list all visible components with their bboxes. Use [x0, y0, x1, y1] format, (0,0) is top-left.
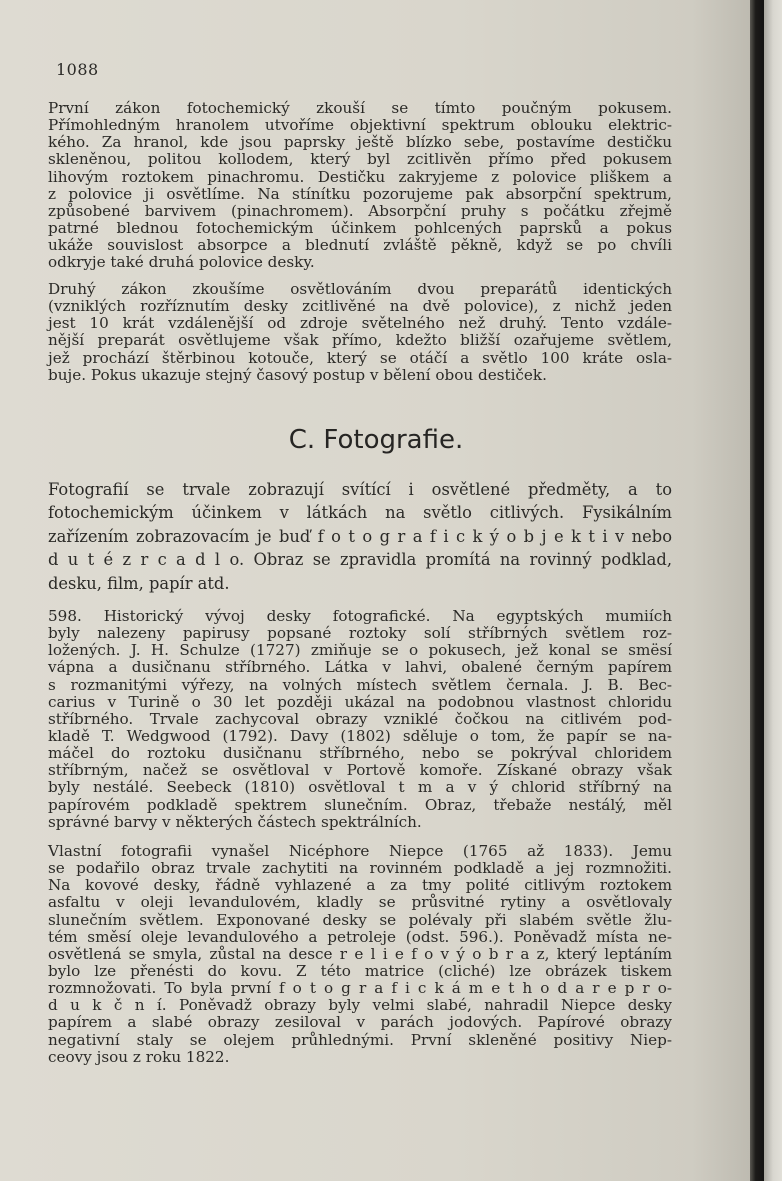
text-line: carius v Turině o 30 let později ukázal na podobnou vlastnost chloridu — [48, 692, 672, 711]
text-line: lihovým roztokem pinachromu. Destičku zakryjeme z polovice pliškem a — [48, 167, 672, 186]
text-line: Vlastní fotografii vynašel Nicéphore Niepce (1765 až 1833). Jemu — [48, 842, 672, 860]
text-line: negativní staly se olejem průhlednými. První skleněné positivy Niep- — [48, 1030, 672, 1049]
text-line: d u k č n í. Poněvadž obrazy byly velmi slabé, nahradil Niepce desky — [48, 996, 672, 1015]
paragraph-photography-intro — [48, 478, 672, 595]
text-line: odkryje také druhá polovice desky. — [48, 253, 315, 272]
binding-shadow — [750, 0, 764, 1181]
paragraph-598-history — [48, 608, 672, 831]
text-line: rozmnožovati. To byla první f o t o g r a f i c k á m e t h o d a r e p r o- — [48, 979, 672, 998]
text-line: ceovy jsou z roku 1822. — [48, 1047, 230, 1066]
text-line: ukáže souvislost absorpce a blednutí zvláště pěkně, když se po chvíli — [48, 236, 672, 255]
text-line: jest 10 krát vzdálenější od zdroje světelného než druhý. Tento vzdále- — [48, 314, 672, 333]
text-line: bylo lze přenésti do kovu. Z této matrice (cliché) lze obrázek tiskem — [48, 961, 672, 980]
paragraph-first-law — [48, 100, 672, 271]
paragraph-second-law — [48, 281, 672, 384]
text-line: papírem a slabé obrazy zesiloval v parách jodových. Papírové obrazy — [48, 1013, 672, 1032]
text-line: patrné blednou fotochemickým účinkem pohlcených paprsků a pokus — [48, 218, 672, 237]
text-line: nější preparát osvětlujeme však přímo, kdežto bližší ozařujeme světlem, — [48, 331, 672, 350]
text-line: (vzniklých rozříznutím desky zcitlivěné na dvě polovice), z nichž jeden — [48, 297, 672, 316]
text-line: z polovice ji osvětlíme. Na stínítku pozorujeme pak absorpční spektrum, — [48, 184, 672, 203]
text-line: se podařilo obraz trvale zachytiti na rovinném podkladě a jej rozmnožiti. — [48, 859, 672, 878]
text-line: stříbrným, načež se osvětloval v Portově komoře. Získané obrazy však — [48, 761, 672, 780]
text-line: papírovém podkladě spektrem slunečním. Obraz, třebaže nestálý, měl — [48, 795, 672, 814]
next-page-edge — [764, 0, 782, 1181]
text-line: osvětlená se smyla, zůstal na desce r e l i e f o v ý o b r a z, který leptáním — [48, 944, 672, 963]
text-line: stříbrného. Trvale zachycoval obrazy vzniklé čočkou na citlivém pod- — [48, 709, 672, 728]
text-line: d u t é z r c a d l o. Obraz se zpravidla promítá na rovinný podklad, — [48, 550, 672, 570]
text-line: byly nalezeny papirusy popsané roztoky solí stříbrných světlem roz- — [48, 624, 672, 643]
text-line: fotochemickým účinkem v látkách na světlo citlivých. Fysikálním — [48, 503, 672, 523]
text-line: vápna a dusičnanu stříbrného. Látka v lahvi, obalené černým papírem — [48, 658, 672, 677]
text-line: buje. Pokus ukazuje stejný časový postup v bělení obou destiček. — [48, 365, 547, 384]
section-heading: C. Fotografie. — [288, 425, 464, 455]
text-line: První zákon fotochemický zkouší se tímto poučným pokusem. — [48, 99, 672, 117]
text-line: ložených. J. H. Schulze (1727) zmiňuje se o pokusech, jež konal se smësí — [48, 641, 672, 660]
text-line: Fotografií se trvale zobrazují svítící i osvětlené předměty, a to — [48, 480, 672, 499]
text-line: skleněnou, politou kollodem, který byl zcitlivěn přímo před pokusem — [48, 150, 672, 169]
text-line: kladě T. Wedgwood (1792). Davy (1802) sděluje o tom, že papír se na- — [48, 726, 672, 745]
text-line: desku, film, papír atd. — [48, 573, 230, 593]
text-line: Na kovové desky, řádně vyhlazené a za tmy polité citlivým roztokem — [48, 876, 672, 895]
text-line: Přímohledným hranolem utvoříme objektivní spektrum oblouku elektric- — [48, 116, 672, 135]
text-line: správné barvy v některých částech spektrálních. — [48, 812, 422, 831]
text-line: slunečním světlem. Exponované desky se polévaly při slabém světle žlu- — [48, 910, 672, 929]
text-line: s rozmanitými výřezy, na volných místech světlem černala. J. B. Bec- — [48, 675, 672, 694]
text-line: byly nestálé. Seebeck (1810) osvětloval t m a v ý chlorid stříbrný na — [48, 778, 672, 797]
text-line: 598. Historický vývoj desky fotografické. Na egyptských mumiích — [48, 607, 672, 625]
text-line: jež prochází štěrbinou kotouče, který se otáčí a světlo 100 kráte osla- — [48, 348, 672, 367]
text-line: máčel do roztoku dusičnanu stříbrného, nebo se pokrýval chloridem — [48, 744, 672, 763]
text-line: zařízením zobrazovacím je buď f o t o g r a f i c k ý o b j e k t i v nebo — [48, 526, 672, 546]
paragraph-niepce — [48, 843, 672, 1066]
text-line: asfaltu v oleji levandulovém, kladly se průsvitné rytiny a osvětlovaly — [48, 893, 672, 912]
text-line: způsobené barvivem (pinachromem). Absorpční pruhy s počátku zřejmě — [48, 201, 672, 220]
text-line: Druhý zákon zkoušíme osvětlováním dvou preparátů identických — [48, 280, 672, 298]
page-number: 1088 — [56, 60, 99, 79]
text-line: kého. Za hranol, kde jsou paprsky ještě blízko sebe, postavíme destičku — [48, 133, 672, 152]
text-line: tém směsí oleje levandulového a petroleje (odst. 596.). Poněvadž místa ne- — [48, 927, 672, 946]
